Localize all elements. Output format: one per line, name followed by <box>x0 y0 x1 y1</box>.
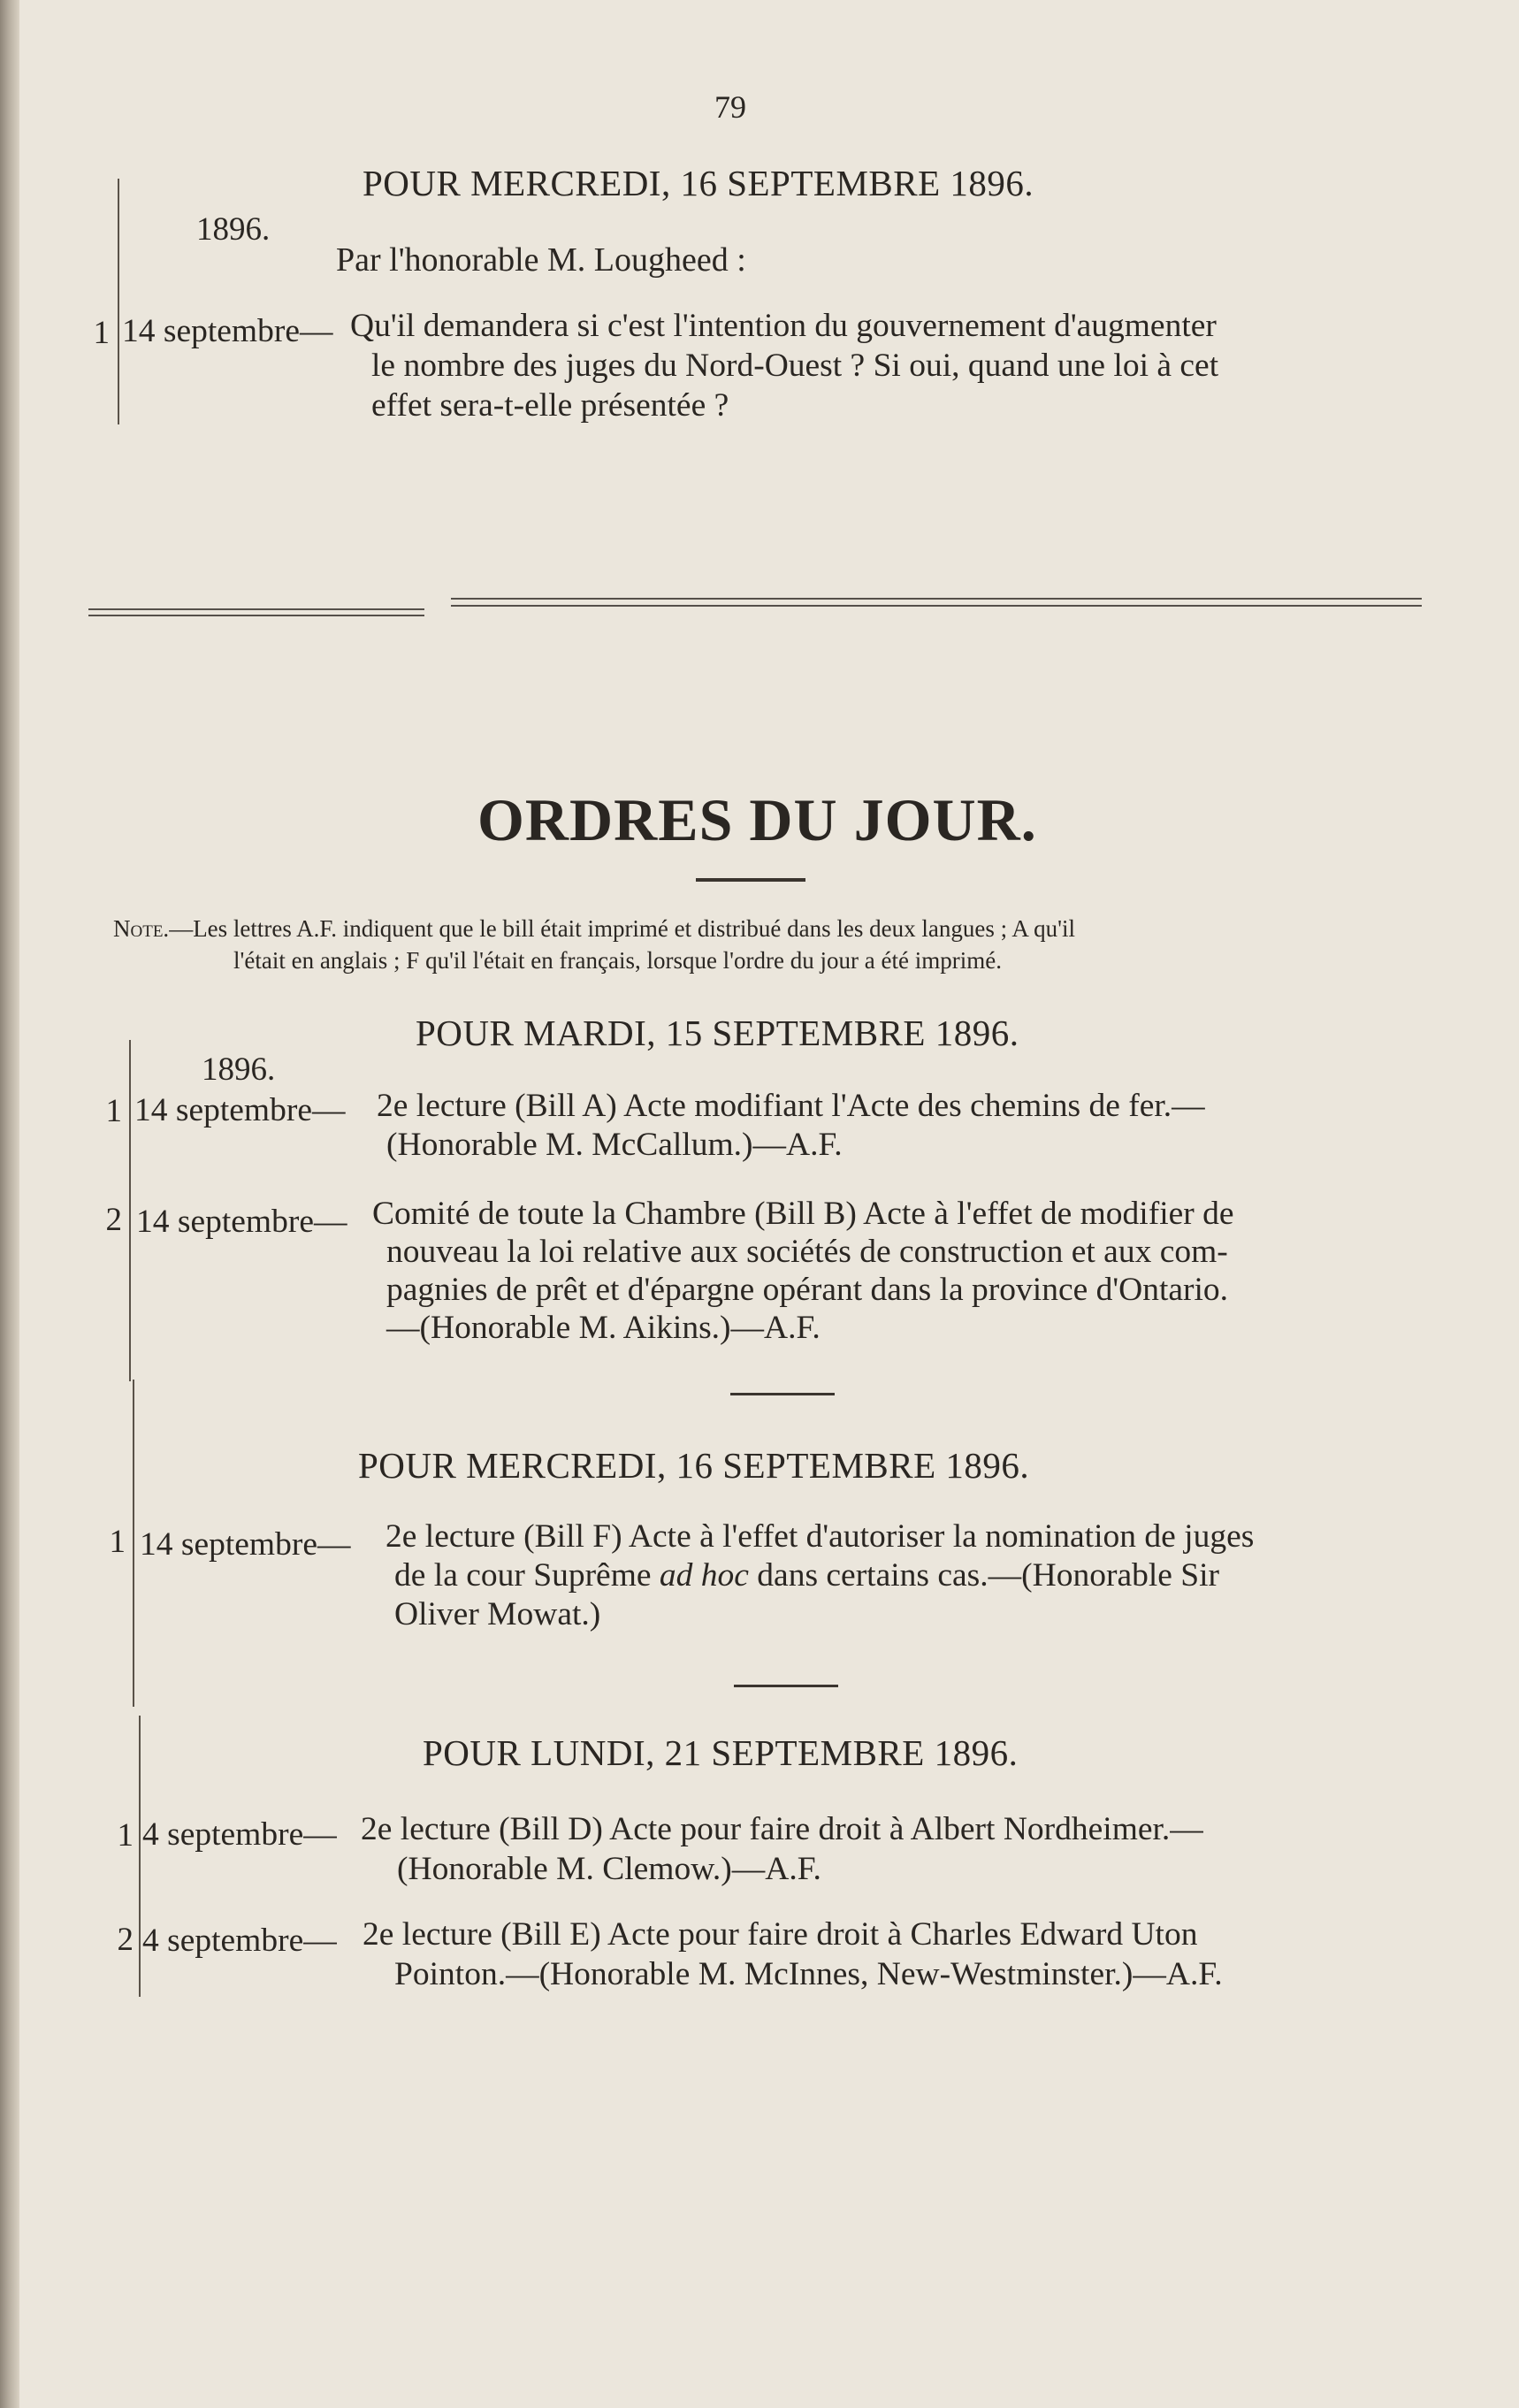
page-left-edge <box>0 0 19 2408</box>
margin-rule <box>129 1040 131 1381</box>
entry-line: Qu'il demandera si c'est l'intention du gouvernement d'augmenter <box>350 308 1217 344</box>
entry-number: 1 <box>105 1093 122 1129</box>
entry-line: 2e lecture (Bill D) Acte pour faire droit à Albert Nordheimer.— <box>361 1811 1203 1847</box>
entry-line: le nombre des juges du Nord-Ouest ? Si oui, quand une loi à cet <box>371 348 1219 384</box>
section-heading: POUR MERCREDI, 16 SEPTEMBRE 1896. <box>358 1445 1030 1486</box>
entry-date: 14 septembre— <box>122 313 333 349</box>
note-label: Note. <box>113 915 170 942</box>
note-paragraph <box>113 913 1075 976</box>
text-run: de la cour Suprême <box>394 1557 660 1594</box>
entry-date: 4 septembre— <box>142 1923 337 1959</box>
entry-line: Pointon.—(Honorable M. McInnes, New-Westminster.)—A.F. <box>394 1956 1223 1992</box>
entry-number: 2 <box>105 1202 122 1238</box>
entry-date: 4 septembre— <box>142 1816 337 1853</box>
sponsor-line: Par l'honorable M. Lougheed : <box>336 241 746 279</box>
title-rule <box>696 878 805 882</box>
section-heading: POUR MERCREDI, 16 SEPTEMBRE 1896. <box>363 163 1034 203</box>
note-line: l'était en anglais ; F qu'il l'était en français, lorsque l'ordre du jour a été imprimé. <box>233 947 1002 974</box>
section-rule <box>730 1393 835 1395</box>
italic-term: ad hoc <box>659 1557 749 1594</box>
section-heading: POUR LUNDI, 21 SEPTEMBRE 1896. <box>423 1732 1019 1773</box>
entry-number: 1 <box>117 1817 134 1854</box>
entry-line: 2e lecture (Bill A) Acte modifiant l'Acte des chemins de fer.— <box>377 1088 1205 1124</box>
entry-line: (Honorable M. McCallum.)—A.F. <box>386 1127 843 1163</box>
text-run: dans certains cas.—(Honorable Sir <box>748 1557 1220 1594</box>
margin-rule <box>139 1716 141 1997</box>
section-heading: POUR MARDI, 15 SEPTEMBRE 1896. <box>416 1013 1019 1053</box>
entry-line: (Honorable M. Clemow.)—A.F. <box>397 1851 821 1887</box>
entry-line: effet sera-t-elle présentée ? <box>371 387 729 424</box>
margin-rule <box>118 179 119 424</box>
entry-date: 14 septembre— <box>140 1526 351 1563</box>
entry-line: Oliver Mowat.) <box>394 1596 601 1632</box>
entry-line: 2e lecture (Bill E) Acte pour faire droit à Charles Edward Uton <box>363 1916 1198 1953</box>
year-label: 1896. <box>196 211 271 248</box>
entry-date: 14 septembre— <box>136 1204 347 1240</box>
margin-rule <box>133 1380 134 1707</box>
entry-line: 2e lecture (Bill F) Acte à l'effet d'autoriser la nomination de juges <box>385 1518 1255 1555</box>
section-rule <box>734 1685 838 1687</box>
year-label: 1896. <box>202 1051 276 1088</box>
page-title: ORDRES DU JOUR. <box>477 786 1037 853</box>
entry-date: 14 septembre— <box>134 1092 346 1128</box>
entry-line: —(Honorable M. Aikins.)—A.F. <box>386 1310 821 1346</box>
entry-number: 1 <box>109 1524 126 1560</box>
entry-line: pagnies de prêt et d'épargne opérant dans la province d'Ontario. <box>386 1272 1229 1308</box>
page-number: 79 <box>714 89 746 125</box>
entry-number: 2 <box>117 1922 134 1958</box>
entry-line: nouveau la loi relative aux sociétés de construction et aux com- <box>386 1234 1228 1270</box>
note-line: —Les lettres A.F. indiquent que le bill était imprimé et distribué dans les deux langues ; A qu'il <box>169 915 1075 942</box>
entry-number: 1 <box>93 315 110 351</box>
double-rule-separator <box>88 596 1422 623</box>
entry-line <box>394 1556 1219 1595</box>
entry-line: Comité de toute la Chambre (Bill B) Acte à l'effet de modifier de <box>372 1196 1234 1232</box>
